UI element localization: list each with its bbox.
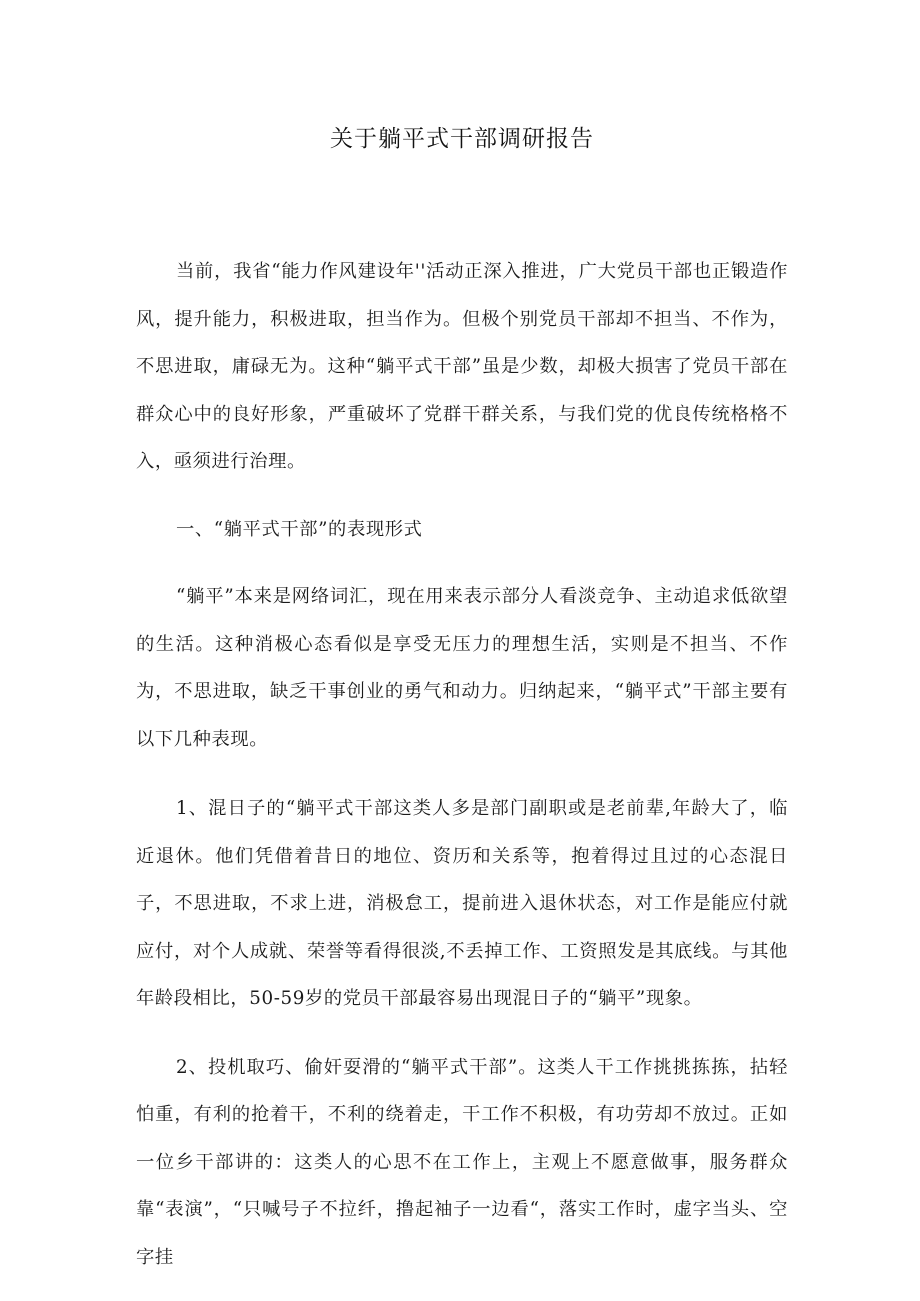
intro-paragraph: 当前，我省“能力作风建设年''活动正深入推进，广大党员干部也正锻造作风，提升能力，积极进取，担当作为。但极个别党员干部却不担当、不作为，不思进取，庸碌无为。这种“躺平式干部”虽是少数，却极大损害了党员干部在群众心中的良好形象，严重破坏了党群干群关系，与我们党的优良传统格格不入，亟须进行治理。 [136, 261, 788, 472]
section-heading: 一、“躺平式干部”的表现形式 [176, 518, 423, 540]
body-paragraph: 1、混日子的“躺平式干部这类人多是部门副职或是老前辈,年龄大了，临近退休。他们凭借着昔日的地位、资历和关系等，抱着得过且过的心态混日子，不思进取，不求上进，消极怠工，提前进入退休状态，对工作是能应付就应付，对个人成就、荣誉等看得很淡,不丢掉工作、工资照发是其底线。与其他年龄段相比，50-59岁的党员干部最容易出现混日子的“躺平”现象。 [136, 798, 788, 1009]
body-paragraph: “躺平”本来是网络词汇，现在用来表示部分人看淡竞争、主动追求低欲望的生活。这种消极心态看似是享受无压力的理想生活，实则是不担当、不作为，不思进取，缺乏干事创业的勇气和动力。归纳起来，“躺平式”干部主要有以下几种表现。 [136, 586, 788, 750]
document-title: 关于躺平式干部调研报告 [330, 126, 594, 152]
body-paragraph: 2、投机取巧、偷奸耍滑的“躺平式干部”。这类人干工作挑挑拣拣，拈轻怕重，有利的抢着干，不利的绕着走，干工作不积极，有功劳却不放过。正如一位乡干部讲的：这类人的心思不在工作上，主观上不愿意做事，服务群众靠“表演”，“只喊号子不拉纤，撸起袖子一边看“，落实工作时，虚字当头、空字挂 [136, 1056, 788, 1268]
